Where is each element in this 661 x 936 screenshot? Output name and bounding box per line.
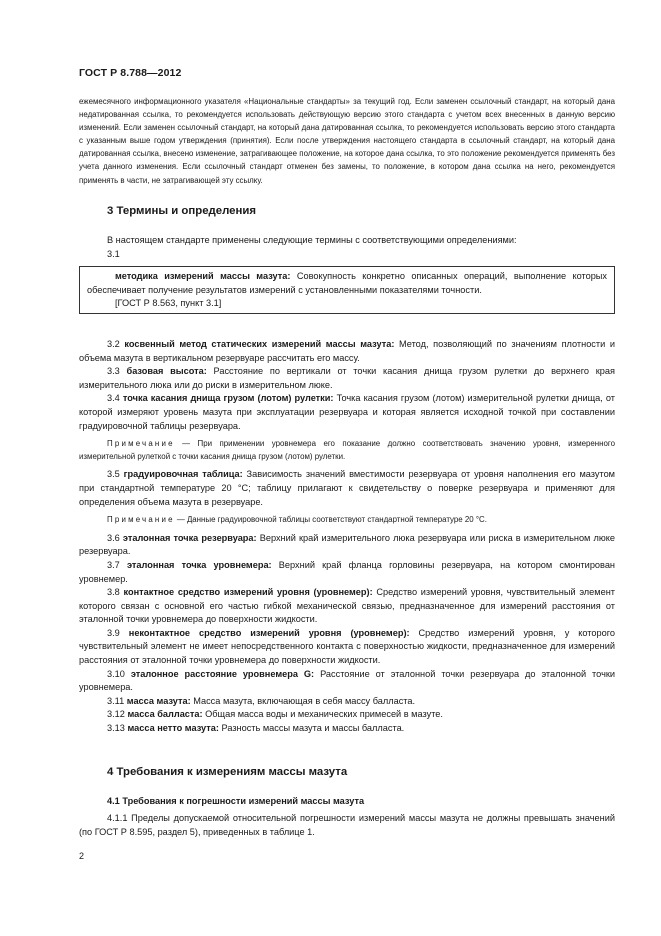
note-1: Примечание — При применении уровнемера его показание должно соответствовать значению уровня, измеренного измерительной рулеткой с точки касания днища грузом (лотом) рулетки.	[79, 439, 615, 461]
section-3-heading: 3 Термины и определения	[107, 205, 257, 217]
section-4-body	[79, 796, 615, 839]
intro-paragraph: ежемесячного информационного указателя «Национальные стандарты» за текущий год. Если заменен ссылочный стандарт, на который дана недатированная ссылка, то рекомендуется использовать действующую версию этого стандарта с учетом всех внесенных в данную версию изменений. Если заменен ссылочный стандарт, на который дана датированная ссылка, то рекомендуется использовать версию этого стандарта с указанным выше годом утверждения (принятия). Если после утверждения настоящего стандарта в ссылочный стандарт, на который дана датированная ссылка, внесено изменение, затрагивающее положение, на которое дана ссылка, то это положение рекомендуется применять без учета данного изменения. Если ссылочный стандарт отменен без замены, то положение, в котором дана ссылка на него, рекомендуется применять в части, не затрагивающей эту ссылку.	[79, 97, 615, 185]
document-header: ГОСТ Р 8.788—2012	[79, 67, 182, 79]
term-3-1-reference: [ГОСТ Р 8.563, пункт 3.1]	[115, 298, 222, 309]
term-3-3: 3.3 базовая высота: Расстояние по вертикали от точки касания днища грузом рулетки до верхнего края измерительного люка или до риски в измерительном люке.	[79, 366, 615, 390]
term-3-1-box	[79, 266, 615, 314]
term-3-8: 3.8 контактное средство измерений уровня (уровнемер): Средство измерений уровня, чувствительный элемент которого связан с основной его частью гибкой механической связью, предназначенное для измерений расстояния от эталонной точки уровнемера до поверхности жидкости.	[79, 587, 615, 625]
term-3-7: 3.7 эталонная точка уровнемера: Верхний край фланца горловины резервуара, на котором смонтирован уровнемер.	[79, 559, 615, 584]
term-3-1-number: 3.1	[107, 248, 120, 259]
note-2: Примечание — Данные градуировочной таблицы соответствуют стандартной температуре 20 °С.	[107, 515, 487, 525]
term-3-1-definition: Совокупность конкретно описанных операций, выполнение которых обеспечивает получение результатов измерений с установленными показателями точности.	[87, 271, 608, 295]
subsection-4-1-heading: 4.1 Требования к погрешности измерений массы мазута	[107, 796, 365, 806]
page-number: 2	[79, 851, 85, 861]
term-3-12: 3.12 масса балласта: Общая масса воды и механических примесей в мазуте.	[107, 709, 443, 720]
term-3-1	[87, 270, 607, 297]
term-3-11: 3.11 масса мазута: Масса мазута, включающая в себя массу балласта.	[107, 695, 416, 706]
paragraph-4-1-1: 4.1.1 Пределы допускаемой относительной погрешности измерений массы мазута не должны превышать значений (по ГОСТ Р 8.595, раздел 5), приведенных в таблице 1.	[79, 813, 615, 837]
term-3-9: 3.9 неконтактное средство измерений уровня (уровнемер): Средство измерений уровня, у которого чувствительный элемент не имеет непосредственного контакта с поверхностью жидкости, предназначенное для измерений расстояния от эталонной точки уровнемера до поверхности жидкости.	[79, 627, 615, 666]
section-4	[79, 766, 615, 778]
term-3-13: 3.13 масса нетто мазута: Разность массы мазута и массы балласта.	[107, 723, 405, 734]
term-3-1-name: методика измерений массы мазута:	[115, 271, 291, 281]
section-3	[79, 205, 615, 217]
term-3-6: 3.6 эталонная точка резервуара: Верхний край измерительного люка резервуара или риска в измерительном люке резервуара.	[79, 532, 615, 557]
term-3-4: 3.4 точка касания днища грузом (лотом) рулетки: Точка касания грузом (лотом) измерительной рулетки днища, от которой измеряют уровень мазута при эксплуатации резервуара и которая является исходной точкой при составлении градуировочной таблицы резервуара.	[79, 393, 616, 431]
term-3-5: 3.5 градуировочная таблица: Зависимость значений вместимости резервуара от уровня наполнения его мазутом при стандартной температуре 20 °С; таблицу прилагают к свидетельству о поверке резервуара и применяют для определения объема мазута в резервуаре.	[79, 469, 615, 507]
section-4-heading: 4 Требования к измерениям массы мазута	[107, 766, 348, 778]
section-3-lead: В настоящем стандарте применены следующие термины с соответствующими определениями: 3.1	[79, 234, 615, 261]
terms-list	[79, 338, 615, 736]
term-3-10: 3.10 эталонное расстояние уровнемера G: Расстояние от эталонной точки резервуара до эталонной точки уровнемера.	[79, 668, 616, 693]
term-3-2: 3.2 косвенный метод статических измерений массы мазута: Метод, позволяющий по значениям плотности и объема мазута в вертикальном резервуаре рассчитать его массу.	[79, 339, 615, 363]
